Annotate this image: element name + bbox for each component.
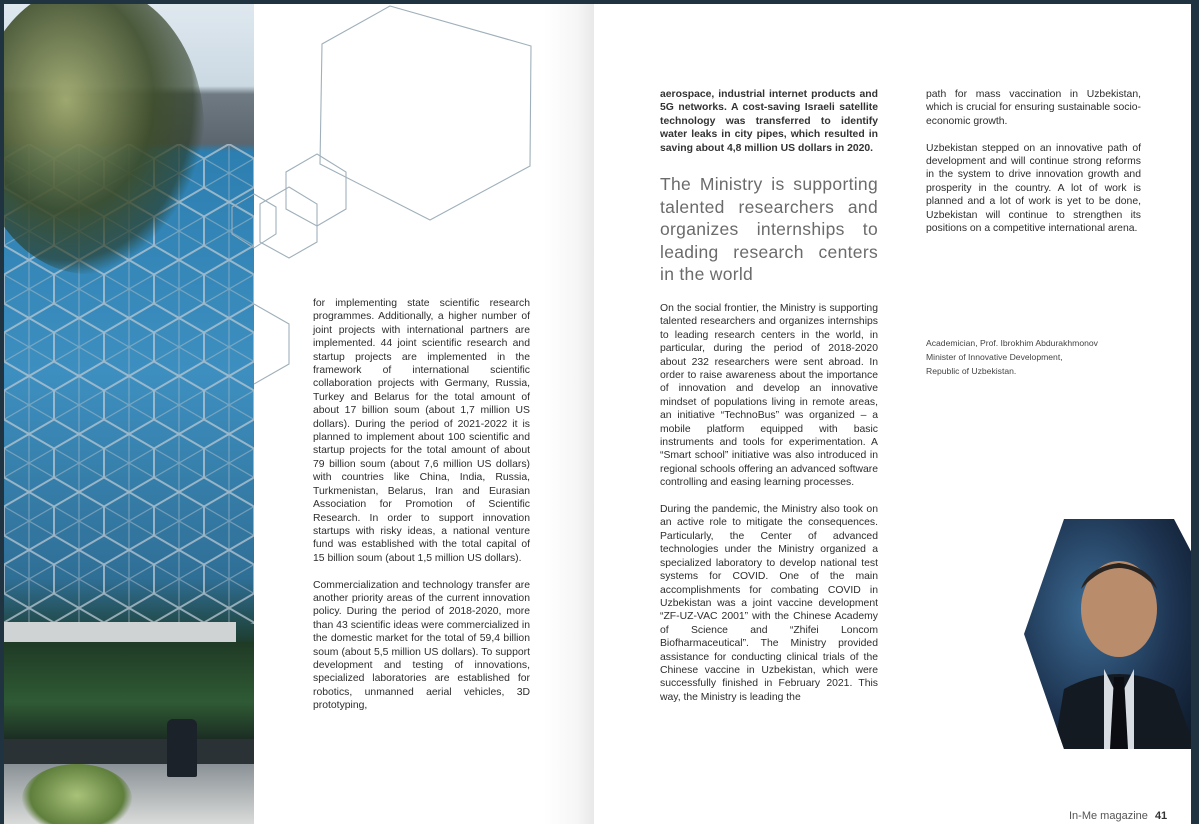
article-column-2	[660, 88, 878, 718]
author-country: Republic of Uzbekistan.	[926, 366, 1017, 376]
author-signature	[926, 336, 1156, 378]
frame-edge	[1191, 0, 1199, 824]
author-title: Minister of Innovative Development,	[926, 352, 1063, 362]
people-figures	[167, 719, 197, 777]
magazine-spread	[4, 4, 1195, 824]
paragraph: Commercialization and technology transfer are another priority areas of the current innovation policy. During the period of 2018-2020, more than 43 scientific ideas were commercialized in the domestic market for the total of 59,4 billion soum (about 5,5 million US dollars). To support development and testing of innovations, specialized laboratories are established for robotics, unmanned aerial vehicles, 3D prototyping,	[313, 579, 530, 712]
building-canopy	[4, 622, 236, 642]
left-page	[4, 4, 594, 824]
pull-quote: The Ministry is supporting talented researchers and organizes internships to leading research centers in the world	[660, 174, 878, 285]
building-facade-photo	[4, 4, 254, 824]
building-steps	[4, 739, 254, 764]
paragraph: During the pandemic, the Ministry also took on an active role to mitigate the consequences. Particularly, the Center of advanced technologies under the Ministry organized a specialized laboratory to develop national test systems for COVID. One of the main accomplishments for combating COVID in Uzbekistan was a joint vaccine development “ZF-UZ-VAC 2001” with the Chinese Academy of Science and “Zhifei Loncom Biofharmaceutical”. The Ministry provided assistance for conducting clinical trials of the Chinese vaccine in Uzbekistan, which were successfully finished in February 2021. This way, the Ministry is leading the	[660, 504, 878, 703]
paragraph: Uzbekistan stepped on an innovative path of development and will continue strong reforms in the system to drive innovation growth and prosperity in the country. A lot of work is planned and a lot of work is yet to be done, Uzbekistan will continue to strengthen its positions on a competitive international arena.	[926, 142, 1141, 235]
paragraph: for implementing state scientific research programmes. Additionally, a higher number of joint projects with international partners are implemented. 44 joint scientific research and startup projects are implemented in the framework of international scientific collaboration projects with Germany, Russia, Turkey and Belarus for the total amount of about 17 billion soum (about 1,7 million US dollars). During the period of 2021-2022 it is planned to implement about 100 scientific and startup projects for the total amount of about 79 billion soum (about 7,6 million US dollars) with countries like China, India, Russia, Turkmenistan, Belarus, Iran and Eurasian Association for Promotion of Scientific Research. In order to support innovation startups with risky ideas, a national venture fund was established with the total capital of 15 billion soum (about 1,5 million US dollars).	[313, 298, 530, 564]
minister-portrait	[1024, 519, 1195, 749]
paragraph: path for mass vaccination in Uzbekistan, which is crucial for ensuring sustainable socio-economic growth.	[926, 89, 1141, 127]
paragraph: On the social frontier, the Ministry is supporting talented researchers and organizes internships to leading research centers in the world, in particular, during the period of 2018-2020 about 232 researchers were sent abroad. In order to raise awareness about the importance of innovation and develop an innovative mindset of populations living in remote areas, an initiative “TechnoBus” was organized – a mobile platform equipped with basic instruments and tools for experimentation. A “Smart school” initiative was also introduced in regional schools offering an advanced software controlling and easing learning processes.	[660, 303, 878, 489]
magazine-name: In-Me magazine	[1069, 810, 1148, 822]
article-column-1	[313, 297, 530, 726]
page-number: 41	[1154, 810, 1168, 822]
building-lobby	[4, 642, 254, 742]
paragraph: aerospace, industrial internet products and 5G networks. A cost-saving Israeli satellite technology was transferred to identify water leaks in city pipes, which resulted in saving about 4,8 million US dollars in 2020.	[660, 89, 878, 154]
article-column-3	[926, 88, 1141, 249]
author-name: Academician, Prof. Ibrokhim Abdurakhmonov	[926, 338, 1098, 348]
page-footer	[1069, 810, 1167, 822]
